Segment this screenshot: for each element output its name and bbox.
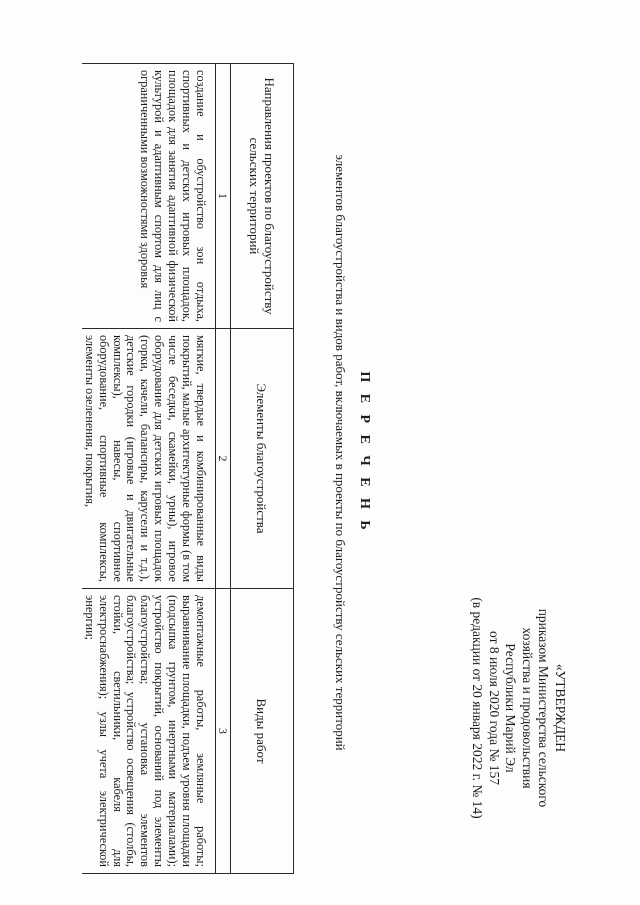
column-number: 2 bbox=[216, 329, 231, 589]
document-title: П Е Р Е Ч Е Н Ь bbox=[357, 371, 372, 534]
document-subtitle: элементов благоустройства и видов работ, включаемых в проекты по благоустройству сельских территорий bbox=[333, 154, 348, 751]
approval-line: «УТВЕРЖДЕН bbox=[553, 663, 568, 753]
approval-stamp bbox=[469, 588, 568, 828]
table-header-row bbox=[231, 64, 294, 874]
approval-line: приказом Министерства сельского bbox=[536, 608, 552, 808]
works-table bbox=[82, 63, 294, 874]
approval-line: хозяйства и продовольствия bbox=[520, 627, 535, 789]
column-number: 1 bbox=[216, 64, 231, 329]
table-cell-direction: создание и обустройство зон отдыха, спортивных и детских игровых площадок, площадок для занятия адаптивной физической культурой и адаптивным спортом для лиц с ограниченными возможностями здоровья bbox=[82, 64, 216, 329]
table-cell-works: демонтажные работы, земляные работы; выравнивание площадки, подъем уровня площадки (подсыпка грунтом, инертными материалами); устройство покрытий, оснований под элементы благоустройства; установка элементов благоустройства; устройство освещения (столбы, стойки, светильники, кабеля для электроснабжения); узлы учета электрической энергии; bbox=[82, 589, 216, 874]
approval-line: от 8 июля 2020 года № 157 bbox=[487, 631, 502, 785]
approval-line: (в редакции от 20 января 2022 г. № 14) bbox=[470, 597, 486, 819]
column-header-directions: Направления проектов по благоустройству сельских территорий bbox=[231, 64, 294, 329]
table-cell-elements: мягкие, твердые и комбинированные виды покрытий, малые архитектурные формы (в том числе беседки, скамейки, урны), игровое оборудование для детских игровых площадок (горки, качели, балансиры, карусели и т.д.), детские городки (игровые и двигательные комплексы), навесы, спортивное оборудование, спортивные комплексы, элементы озеленения, покрытия, bbox=[82, 329, 216, 589]
table-row bbox=[82, 64, 216, 874]
column-header-works: Виды работ bbox=[231, 589, 294, 874]
column-number-row bbox=[216, 64, 231, 874]
column-header-elements: Элементы благоустройства bbox=[231, 329, 294, 589]
approval-line: Республики Марий Эл bbox=[503, 643, 519, 773]
column-number: 3 bbox=[216, 589, 231, 874]
